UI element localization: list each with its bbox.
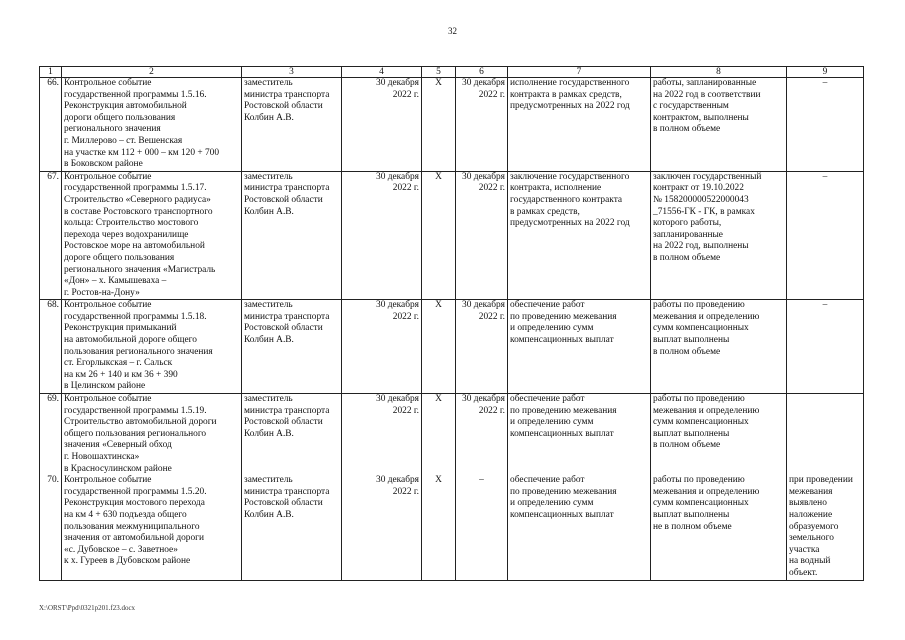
- header-cell: 1: [40, 67, 62, 78]
- table-row: [40, 78, 864, 172]
- responsible-person: заместитель министра транспорта Ростовской области Колбин А.В.: [242, 475, 342, 580]
- event-description: Контрольное событие государственной программы 1.5.17. Строительство «Северного радиуса» в составе Ростовского транспортного кольца: Строительство мостового перехода через водохранилище Ростовское море на автомобильной дороге общего пользования регионального значения «Магистраль «Дон» – х. Камышеваха – г. Ростов-на-Дону»: [62, 171, 242, 300]
- event-description: Контрольное событие государственной программы 1.5.19. Строительство автомобильной дороги общего пользования регионального значения «Северный обход г. Новошахтинска» в Красносулинском районе: [62, 394, 242, 476]
- header-cell: 6: [456, 67, 508, 78]
- event-description: Контрольное событие государственной программы 1.5.16. Реконструкция автомобильной дороги общего пользования регионального значения г. Миллерово – ст. Вешенская на участке км 112 + 000 – км 120 + 700 в Боковском районе: [62, 78, 242, 172]
- planned-result: обеспечение работ по проведению межевания и определению сумм компенсационных выплат: [508, 475, 651, 580]
- header-cell: 5: [422, 67, 456, 78]
- fact-date: –: [456, 475, 508, 580]
- deviation-reason: –: [787, 300, 864, 394]
- header-cell: 3: [242, 67, 342, 78]
- actual-result: работы, запланированные на 2022 год в соответствии с государственным контрактом, выполнены в полном объеме: [651, 78, 787, 172]
- plan-date: 30 декабря 2022 г.: [342, 394, 422, 476]
- deviation-reason: –: [787, 78, 864, 172]
- row-number: 70.: [40, 475, 62, 580]
- actual-result: работы по проведению межевания и определению сумм компенсационных выплат выполнены не в полном объеме: [651, 475, 787, 580]
- deviation-reason: –: [787, 171, 864, 300]
- event-description: Контрольное событие государственной программы 1.5.18. Реконструкция примыканий на автомобильной дороге общего пользования регионального значения ст. Егорлыкская – г. Сальск на км 26 + 140 и км 36 + 390 в Целинском районе: [62, 300, 242, 394]
- header-cell: 2: [62, 67, 242, 78]
- table-header-row: [40, 67, 864, 78]
- event-description: Контрольное событие государственной программы 1.5.20. Реконструкция мостового перехода на км 4 + 630 подъезда общего пользования межмуниципального значения от автомобильной дороги «с. Дубовское – с. Заветное» к х. Гуреев в Дубовском районе: [62, 475, 242, 580]
- header-cell: 9: [787, 67, 864, 78]
- planned-result: заключение государственного контракта, исполнение государственного контракта в рамках средств, предусмотренных на 2022 год: [508, 171, 651, 300]
- responsible-person: заместитель министра транспорта Ростовской области Колбин А.В.: [242, 171, 342, 300]
- actual-result: работы по проведению межевания и определению сумм компенсационных выплат выполнены в полном объеме: [651, 300, 787, 394]
- fact-date: 30 декабря 2022 г.: [456, 78, 508, 172]
- fact-date: 30 декабря 2022 г.: [456, 300, 508, 394]
- row-number: 67.: [40, 171, 62, 300]
- actual-result: работы по проведению межевания и определению сумм компенсационных выплат выполнены в полном объеме: [651, 394, 787, 476]
- planned-result: обеспечение работ по проведению межевания и определению сумм компенсационных выплат: [508, 300, 651, 394]
- deviation-reason: [787, 394, 864, 476]
- col5-mark: Х: [422, 171, 456, 300]
- fact-date: 30 декабря 2022 г.: [456, 394, 508, 476]
- plan-date: 30 декабря 2022 г.: [342, 300, 422, 394]
- file-path-footer: X:\ORST\Ppd\0321p201.f23.docx: [39, 604, 136, 612]
- table-row: [40, 300, 864, 394]
- table-row: [40, 171, 864, 300]
- table-row: [40, 475, 864, 580]
- plan-date: 30 декабря 2022 г.: [342, 78, 422, 172]
- col5-mark: Х: [422, 78, 456, 172]
- deviation-reason: при проведении межевания выявлено наложение образуемого земельного участка на водный объект.: [787, 475, 864, 580]
- row-number: 69.: [40, 394, 62, 476]
- header-cell: 4: [342, 67, 422, 78]
- page-number: 32: [448, 26, 457, 36]
- responsible-person: заместитель министра транспорта Ростовской области Колбин А.В.: [242, 394, 342, 476]
- planned-result: обеспечение работ по проведению межевания и определению сумм компенсационных выплат: [508, 394, 651, 476]
- col5-mark: Х: [422, 394, 456, 476]
- fact-date: 30 декабря 2022 г.: [456, 171, 508, 300]
- header-cell: 7: [508, 67, 651, 78]
- plan-date: 30 декабря 2022 г.: [342, 475, 422, 580]
- table-row: [40, 394, 864, 476]
- responsible-person: заместитель министра транспорта Ростовской области Колбин А.В.: [242, 300, 342, 394]
- responsible-person: заместитель министра транспорта Ростовской области Колбин А.В.: [242, 78, 342, 172]
- row-number: 66.: [40, 78, 62, 172]
- actual-result: заключен государственный контракт от 19.10.2022 № 158200000522000043 _71556-ГК - ГК, в рамках которого работы, запланированные на 2022 год, выполнены в полном объеме: [651, 171, 787, 300]
- planned-result: исполнение государственного контракта в рамках средств, предусмотренных на 2022 год: [508, 78, 651, 172]
- header-cell: 8: [651, 67, 787, 78]
- control-events-table: [39, 66, 864, 581]
- col5-mark: Х: [422, 300, 456, 394]
- row-number: 68.: [40, 300, 62, 394]
- col5-mark: Х: [422, 475, 456, 580]
- plan-date: 30 декабря 2022 г.: [342, 171, 422, 300]
